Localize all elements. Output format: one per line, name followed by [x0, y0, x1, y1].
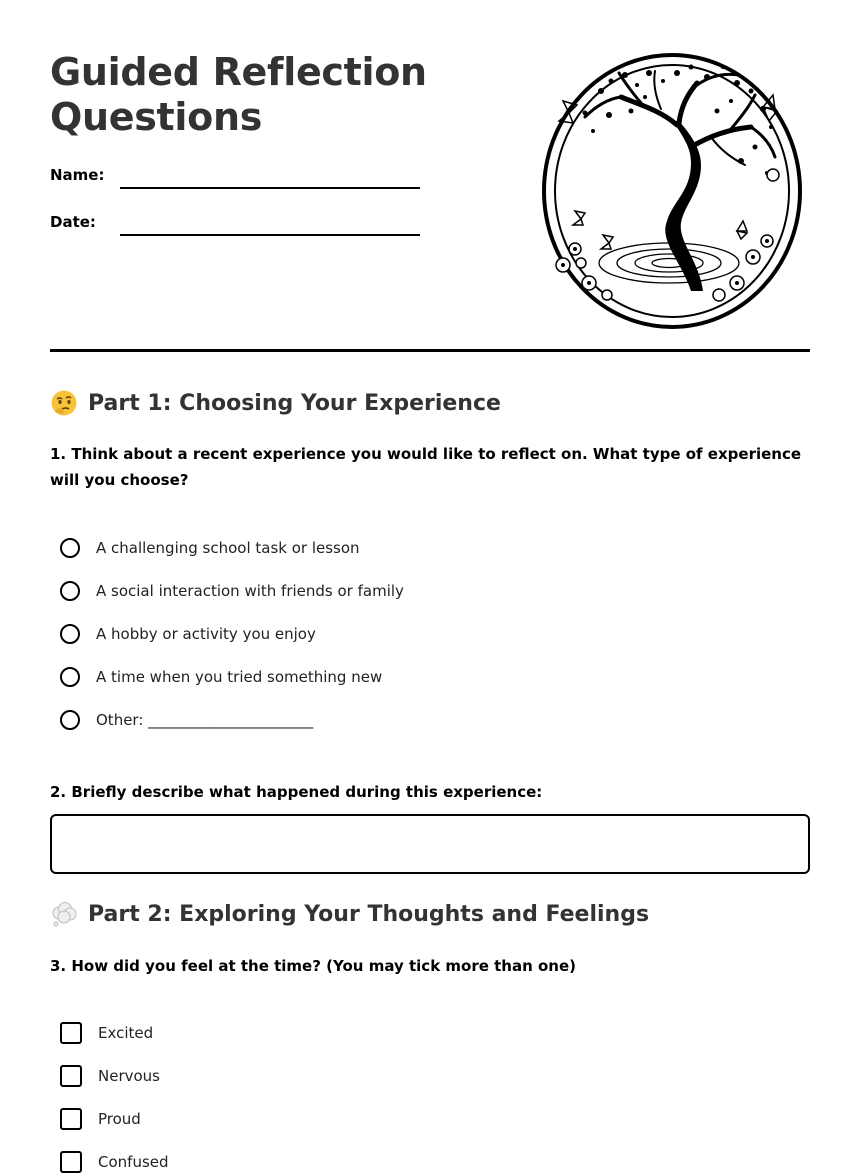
checkbox[interactable]	[60, 1022, 82, 1044]
question-3: 3. How did you feel at the time? (You may tick more than one)	[50, 957, 577, 975]
option-label: A social interaction with friends or family	[96, 582, 404, 600]
checkbox[interactable]	[60, 1151, 82, 1173]
section-divider	[50, 349, 810, 352]
q1-option[interactable]	[60, 621, 316, 647]
description-textbox[interactable]	[50, 814, 810, 874]
radio-button[interactable]	[60, 667, 80, 687]
radio-button[interactable]	[60, 538, 80, 558]
q1-option[interactable]	[60, 664, 382, 690]
radio-button[interactable]	[60, 581, 80, 601]
q3-option[interactable]	[60, 1063, 160, 1089]
option-label: Excited	[98, 1024, 154, 1042]
date-field[interactable]	[120, 234, 420, 236]
radio-button[interactable]	[60, 710, 80, 730]
option-label: Proud	[98, 1110, 141, 1128]
option-label: A hobby or activity you enjoy	[96, 625, 316, 643]
tree-of-life-emblem	[541, 51, 813, 332]
name-label: Name:	[50, 166, 105, 184]
option-label: Confused	[98, 1153, 169, 1171]
q1-option[interactable]	[60, 578, 404, 604]
checkbox[interactable]	[60, 1065, 82, 1087]
question-1: 1. Think about a recent experience you would like to reflect on. What type of experience will you choose?	[50, 445, 802, 489]
option-label: Nervous	[98, 1067, 160, 1085]
part1-heading-text: Part 1: Choosing Your Experience	[88, 390, 501, 416]
part1-heading	[50, 389, 501, 417]
option-label: Other: ______________________	[96, 711, 314, 729]
q3-option[interactable]	[60, 1106, 141, 1132]
option-label: A time when you tried something new	[96, 668, 383, 686]
q1-option[interactable]	[60, 535, 360, 561]
q3-option[interactable]	[60, 1020, 153, 1046]
part2-heading-text: Part 2: Exploring Your Thoughts and Feelings	[88, 901, 650, 927]
thought-bubble-icon	[50, 900, 78, 928]
question-2: 2. Briefly describe what happened during this experience:	[50, 783, 543, 801]
option-label: A challenging school task or lesson	[96, 539, 360, 557]
part2-heading	[50, 900, 649, 928]
q3-option[interactable]	[60, 1149, 169, 1175]
checkbox[interactable]	[60, 1108, 82, 1130]
name-field[interactable]	[120, 187, 420, 189]
date-label: Date:	[50, 213, 96, 231]
page-title: Guided Reflection Questions	[50, 50, 427, 139]
thinking-face-icon	[50, 389, 78, 417]
q1-option-other[interactable]	[60, 707, 313, 733]
radio-button[interactable]	[60, 624, 80, 644]
